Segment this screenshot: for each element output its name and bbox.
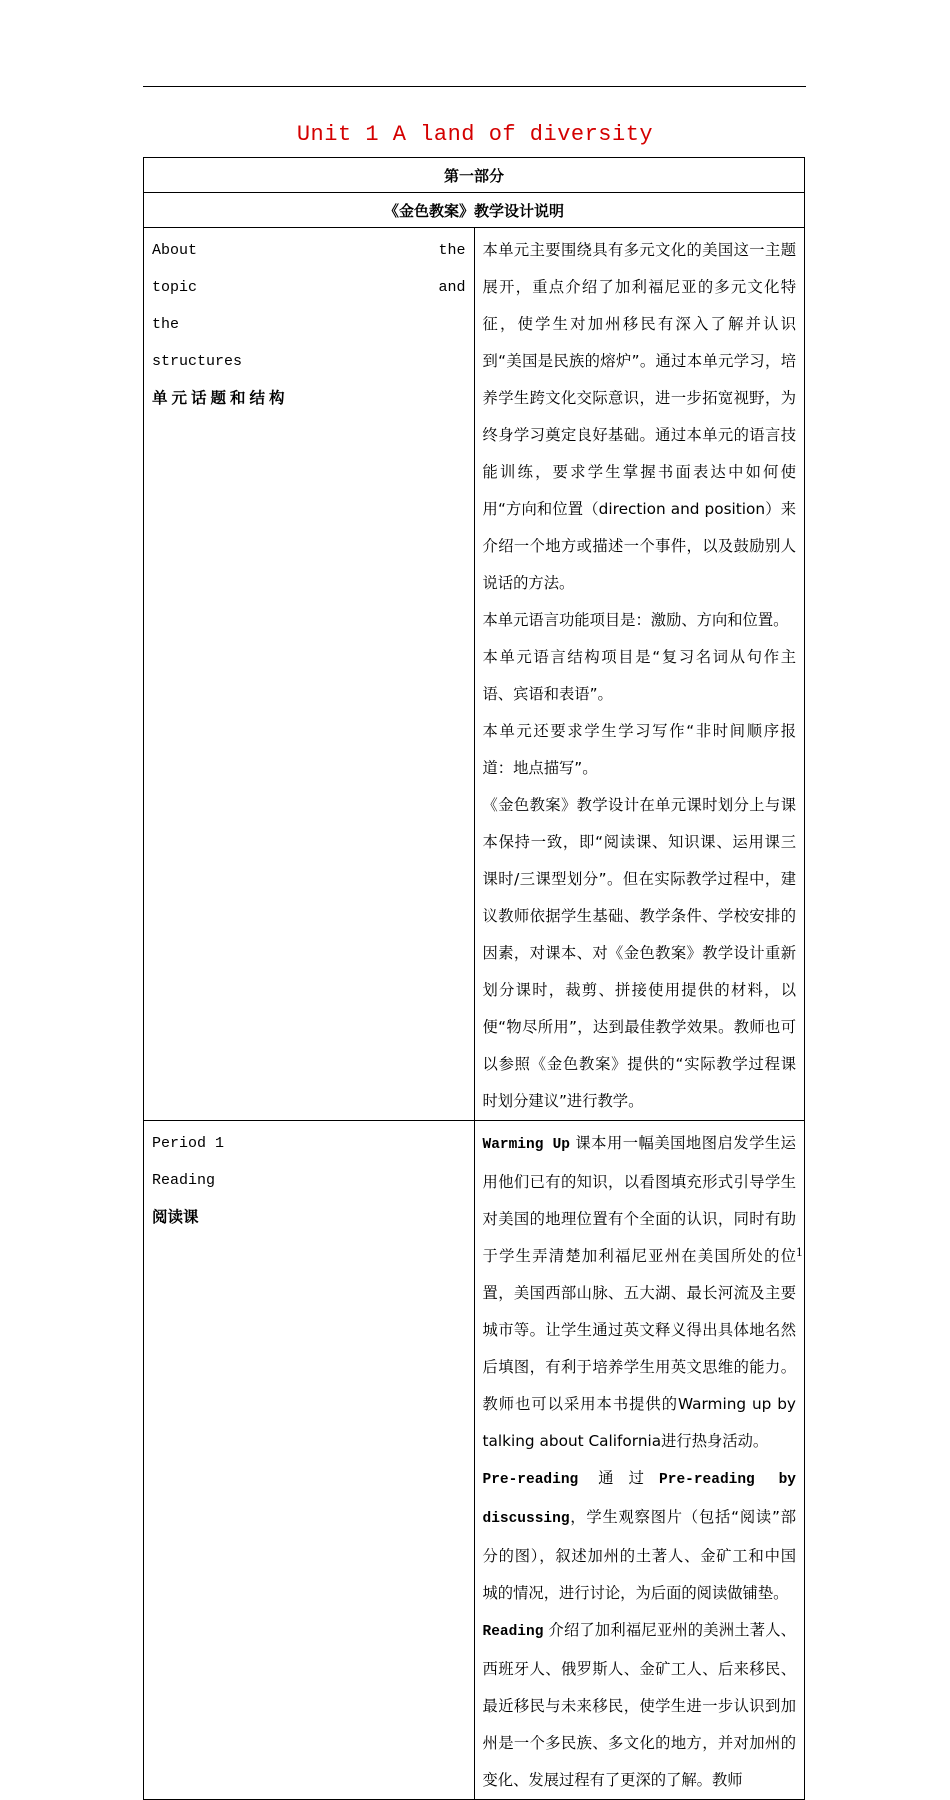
paragraph: 本单元语言结构项目是“复习名词从句作主语、宾语和表语”。 — [482, 648, 796, 703]
warming-up-label: Warming Up — [482, 1137, 571, 1153]
pre-reading-label: Pre-reading — [482, 1472, 579, 1488]
row-label-topic: About the topic and the structures 单元话题和结构 — [144, 228, 475, 1121]
paragraph-pre-reading: Pre-reading 通过Pre-reading by discussing，学生观察图片（包括“阅读”部分的图），叙述加州的土著人、金矿工和中国城的情况，进行讨论，为后面的阅读做铺垫。 — [482, 1469, 796, 1602]
table-row — [144, 1121, 805, 1800]
reading-label: Reading — [482, 1624, 544, 1640]
row-content-topic — [474, 228, 805, 1121]
row-content-period — [474, 1121, 805, 1800]
document-title: Unit 1 A land of diversity — [296, 122, 654, 147]
paragraph-warming-up: Warming Up 课本用一幅美国地图启发学生运用他们已有的知识，以看图填充形式引导学生对美国的地理位置有个全面的认识，同时有助于学生弄清楚加利福尼亚州在美国所处的位置，美国西部山脉、五大湖、最长河流及主要城市等。让学生通过英文释义得出具体地名然后填图，有利于培养学生用英文思维的能力。教师也可以采用本书提供的Warming up by talking about California进行热身活动。 — [482, 1134, 796, 1450]
paragraph-reading: Reading 介绍了加利福尼亚州的美洲土著人、西班牙人、俄罗斯人、金矿工人、后来移民、最近移民与未来移民，使学生进一步认识到加州是一个多民族、多文化的地方，并对加州的变化、发展过程有了更深的了解。教师 — [482, 1621, 796, 1789]
design-heading: 《金色教案》教学设计说明 — [144, 193, 805, 228]
paragraph: 本单元主要围绕具有多元文化的美国这一主题展开，重点介绍了加利福尼亚的多元文化特征，使学生对加州移民有深入了解并认识到“美国是民族的熔炉”。通过本单元学习，培养学生跨文化交际意识，进一步拓宽视野，为终身学习奠定良好基础。通过本单元的语言技能训练，要求学生掌握书面表达中如何使用“方向和位置（direction and position）来介绍一个地方或描述一个事件，以及鼓励别人说话的方法。 — [482, 241, 796, 592]
paragraph: 本单元语言功能项目是：激励、方向和位置。 — [482, 611, 789, 629]
page-number: 1 — [796, 1244, 803, 1259]
part-heading: 第一部分 — [144, 158, 805, 193]
lesson-plan-table — [143, 157, 805, 1800]
paragraph: 本单元还要求学生学习写作“非时间顺序报道：地点描写”。 — [482, 722, 796, 777]
label-chinese: 阅读课 — [152, 1208, 199, 1226]
row-label-period: Period 1 Reading 阅读课 — [144, 1121, 475, 1800]
label-chinese: 单元话题和结构 — [152, 389, 289, 407]
table-row — [144, 228, 805, 1121]
header-rule — [143, 86, 806, 87]
paragraph: 《金色教案》教学设计在单元课时划分上与课本保持一致，即“阅读课、知识课、运用课三课时/三课型划分”。但在实际教学过程中，建议教师依据学生基础、教学条件、学校安排的因素，对课本、对《金色教案》教学设计重新划分课时，裁剪、拼接使用提供的材料，以便“物尽所用”，达到最佳教学效果。教师也可以参照《金色教案》提供的“实际教学过程课时划分建议”进行教学。 — [482, 796, 796, 1110]
